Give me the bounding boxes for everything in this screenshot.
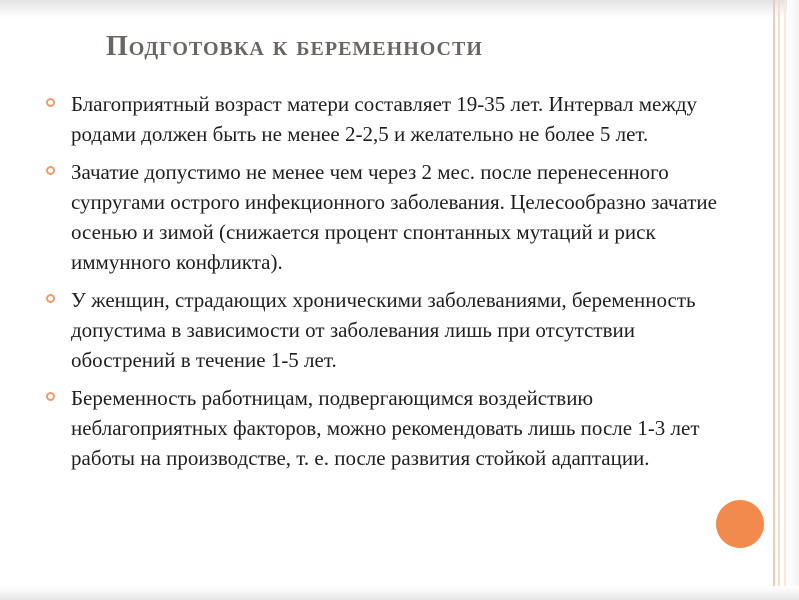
bullet-text: Благоприятный возраст матери составляет 19-35 лет. Интервал между родами должен быть не менее 2-2,5 и желательно не более 5 лет. bbox=[71, 92, 698, 146]
bullet-item bbox=[46, 285, 726, 375]
bullet-item bbox=[46, 383, 726, 473]
right-edge-shadow bbox=[787, 0, 799, 600]
bullet-circle-icon bbox=[46, 294, 55, 303]
bullet-item bbox=[46, 89, 726, 149]
slide-title: Подготовка к беременности bbox=[106, 31, 483, 62]
bullet-circle-icon bbox=[46, 98, 55, 107]
right-decorative-stripe bbox=[778, 0, 780, 600]
right-decorative-stripe bbox=[784, 0, 786, 600]
bullet-item bbox=[46, 157, 726, 277]
decorative-orange-circle bbox=[716, 500, 764, 548]
bullet-text: Зачатие допустимо не менее чем через 2 мес. после перенесенного супругами острого инфекционного заболевания. Целесообразно зачатие осенью и зимой (снижается процент спонтанных мутаций и риск иммунного конфликта). bbox=[71, 160, 717, 274]
bullet-circle-icon bbox=[46, 166, 55, 175]
bullet-list bbox=[46, 89, 726, 481]
bullet-text: У женщин, страдающих хроническими заболеваниями, беременность допустима в зависимости от заболевания лишь при отсутствии обострений в течение 1-5 лет. bbox=[71, 288, 696, 372]
right-decorative-stripe bbox=[773, 0, 775, 600]
bullet-text: Беременность работницам, подвергающимся воздействию неблагоприятных факторов, можно рекомендовать лишь после 1-3 лет работы на производстве, т. е. после развития стойкой адаптации. bbox=[71, 386, 700, 470]
bullet-circle-icon bbox=[46, 392, 55, 401]
top-edge-shadow bbox=[0, 0, 799, 18]
bottom-edge-shadow bbox=[0, 586, 799, 600]
